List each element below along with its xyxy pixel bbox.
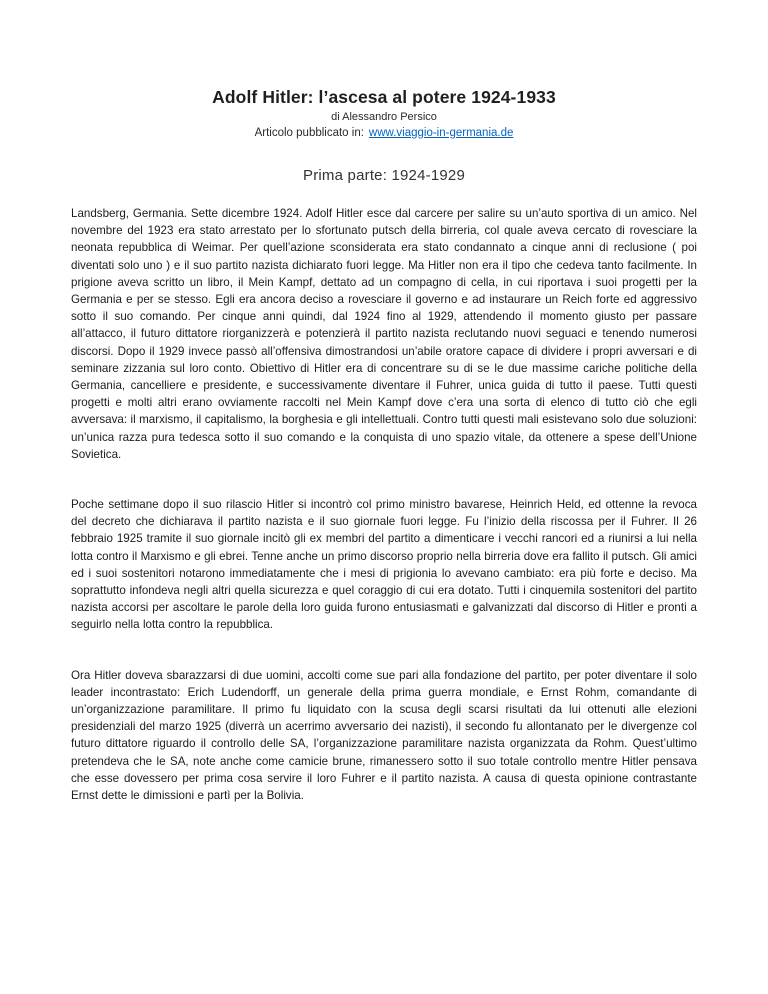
- article-title: Adolf Hitler: l’ascesa al potere 1924-1933: [212, 87, 556, 107]
- paragraph-2: Poche settimane dopo il suo rilascio Hitler si incontrò col primo ministro bavarese, Heinrich Held, ed ottenne la revoca del decreto che dichiarava il partito nazista e il suo giornale fuori legge. Fu l’inizio della riscossa per il Fuhrer. Il 26 febbraio 1925 tramite il suo giornale incitò gli ex membri del partito a dimenticare i vecchi rancori ed a riunirsi a lui nella lotta contro il Marxismo e gli ebrei. Tenne anche un primo discorso proprio nella birreria dove era fallito il putsch. Gli amici ed i suoi sostenitori notarono immediatamente che i mesi di prigionia lo avevano cambiato: era più forte e deciso. Ma soprattutto infondeva negli altri quella sicurezza e quel coraggio di cui era dotato. Tutti i cinquemila sostenitori del partito nazista accorsi per ascoltare le parole della loro guida furono entusiasmati e galvanizzati dal discorso di Hitler e pronti a seguirlo nella lotta contro la repubblica.: [71, 498, 697, 632]
- article-body: [71, 205, 697, 804]
- section-heading: Prima parte: 1924-1929: [303, 167, 465, 184]
- document-header: [71, 86, 697, 141]
- publication-label: Articolo pubblicato in:: [254, 127, 364, 139]
- paragraph-3: Ora Hitler doveva sbarazzarsi di due uomini, accolti come sue pari alla fondazione del partito, per poter diventare il solo leader incontrastato: Erich Ludendorff, un generale della prima guerra mondiale, e Ernst Rohm, comandante di un’organizzazione paramilitare. Il primo fu liquidato con la scusa degli scarsi risultati da lui ottenuti alle elezioni presidenziali del marzo 1925 (diverrà un acerrimo avversario dei nazisti), il secondo fu allontanato per le divergenze col futuro dittatore riguardo il controllo delle SA, l’organizzazione paramilitare nazista organizzata da Rohm. Quest’ultimo pretendeva che le SA, note anche come camicie brune, rimanessero sotto il suo totale controllo mentre Hitler pensava che esse dovessero per prima cosa servire il loro Fuhrer e il partito nazista. A causa di questa opinione contrastante Ernst dette le dimissioni e partì per la Bolivia.: [71, 668, 697, 803]
- publication-link[interactable]: www.viaggio-in-germania.de: [368, 127, 514, 139]
- paragraph-1: Landsberg, Germania. Sette dicembre 1924. Adolf Hitler esce dal carcere per salire su un’auto sportiva di un amico. Nel novembre del 1923 era stato arrestato per lo sfortunato putsch della birreria, col quale aveva cercato di rovesciare la neonata repubblica di Weimar. Per quell’azione sconsiderata era stato condannato a cinque anni di reclusione ( poi diventati solo uno ) e il suo partito nazista dichiarato fuori legge. Ma Hitler non era il tipo che cedeva tanto facilmente. In prigione aveva scritto un libro, il Mein Kampf, dettato ad un compagno di cella, in cui riportava i suoi progetti per la Germania e per se stesso. Egli era ancora deciso a rovesciare il governo e ad instaurare un Reich forte ed aggressivo sotto il suo comando. Per cinque anni quindi, dal 1924 fino al 1929, attendendo il momento giusto per passare all’attacco, il futuro dittatore riorganizzerà e potenzierà il partito nazista reclutando nuovi seguaci e tenendo numerosi discorsi. Dopo il 1929 invece passò all’offensiva dimostrandosi un’abile oratore capace di dividere i propri avversari e di seminare zizzania sul loro conto. Obiettivo di Hitler era di concentrare su di se le due massime cariche politiche della Germania, cancelliere e presidente, e successivamente diventare il Fuhrer, unica guida di tutto il paese. Tutti questi progetti e molti altri erano ovviamente raccolti nel Mein Kampf dove c’era una sorta di elenco di tutto ciò che egli avversava: il marxismo, il capitalismo, la borghesia e gli intellettuali. Contro tutti questi mali esistevano solo due soluzioni: un’unica razza pura tedesca sotto il suo comando e la conquista di uno spazio vitale, da ottenere a spese dell’Unione Sovietica.: [71, 207, 697, 461]
- article-byline: di Alessandro Persico: [331, 111, 437, 123]
- publication-line: [71, 126, 697, 141]
